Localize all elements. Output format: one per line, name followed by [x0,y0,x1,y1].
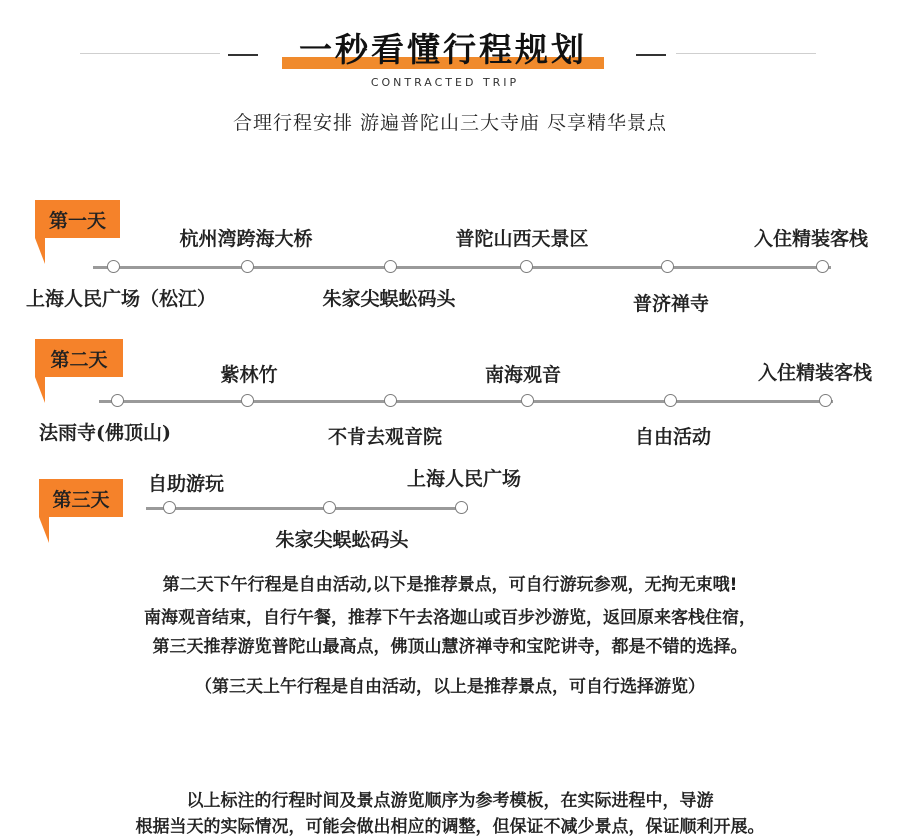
header-dash-right [636,54,666,56]
day-3-node [323,501,336,514]
day-1-stop-label: 朱家尖蜈蚣码头 [322,288,456,310]
footer-line-2: 根据当天的实际情况，可能会做出相应的调整，但保证不减少景点，保证顺利开展。 [135,817,765,837]
day-1-node [661,260,674,273]
day-1-node [107,260,120,273]
page-title: 一秒看懂行程规划 [299,30,587,69]
day-2-track [99,400,833,403]
day-1-node [816,260,829,273]
day-1-node [384,260,397,273]
footer-line-1: 以上标注的行程时间及景点游览顺序为参考模板，在实际进程中，导游 [186,791,714,811]
note-line-1-tail: ，无拘无束哦! [627,575,738,595]
day-3-track [146,507,468,510]
note-line-4-tail: 选择游览） [620,677,705,697]
day-2-badge-fold [35,377,45,403]
day-1-badge-fold [35,238,45,264]
header-dash-left [228,54,258,56]
day-3-badge-fold [39,517,49,543]
header-rule-left [80,53,220,54]
day-3-node [163,501,176,514]
day-2-node [521,394,534,407]
day-1-node [520,260,533,273]
day-2-stop-label: 入住精装客栈 [757,362,873,384]
day-1-stop-label: 普济禅寺 [632,293,710,315]
day-3-badge: 第三天 [39,479,123,517]
day-2-stop-label: 不肯去观音院 [327,426,443,448]
day-2-node [819,394,832,407]
day-2-stop-label: 南海观音 [484,364,562,386]
day-2-node [111,394,124,407]
header-rule-right [676,53,816,54]
note-line-3 [0,632,900,657]
day-1-track [93,266,831,269]
day-2-stop-label: 紫林竹 [220,364,278,386]
day-2-stop-label: 自由活动 [634,426,712,448]
day-2-node [241,394,254,407]
day-1-node [241,260,254,273]
note-line-3-tail: ，都是不错的选择。 [594,637,748,657]
day-1-badge: 第一天 [35,200,120,238]
note-line-2: 南海观音结束，自行午餐，推荐下午去洛迦山或百步沙游览，返回原来客栈住宿， [144,608,756,628]
day-2-stop-label: 法雨寺(佛顶山) [39,422,171,444]
page-subtitle: CONTRACTED TRIP [370,76,520,89]
note-line-1-text: 第二天下午行程是自由活动,以下是推荐景点，可自行游玩参观 [162,575,628,595]
day-1-stop-label: 杭州湾跨海大桥 [179,228,313,250]
day-3-stop-label: 上海人民广场 [406,468,522,490]
note-line-3-mid: 和宝陀讲寺 [509,637,595,657]
day-1-stop-label: 普陀山西天景区 [455,228,589,250]
day-3-stop-label: 自助游玩 [147,473,225,495]
day-1-stop-label: 入住精装客栈 [753,228,869,250]
day-2-node [384,394,397,407]
note-line-1 [0,570,900,595]
day-1-stop-label: 上海人民广场（松江） [25,288,217,310]
day-3-node [455,501,468,514]
day-2-badge: 第二天 [35,339,123,377]
day-3-stop-label: 朱家尖蜈蚣码头 [275,529,409,551]
tagline: 合理行程安排 游遍普陀山三大寺庙 尽享精华景点 [232,112,668,134]
note-line-3-text: 第三天推荐游览普陀山最高点，佛顶山慧济禅寺 [152,637,510,657]
day-2-node [664,394,677,407]
note-line-4-text: （第三天上午行程是自由活动，以上是推荐景点，可自行 [195,677,620,697]
note-line-4 [0,672,900,697]
